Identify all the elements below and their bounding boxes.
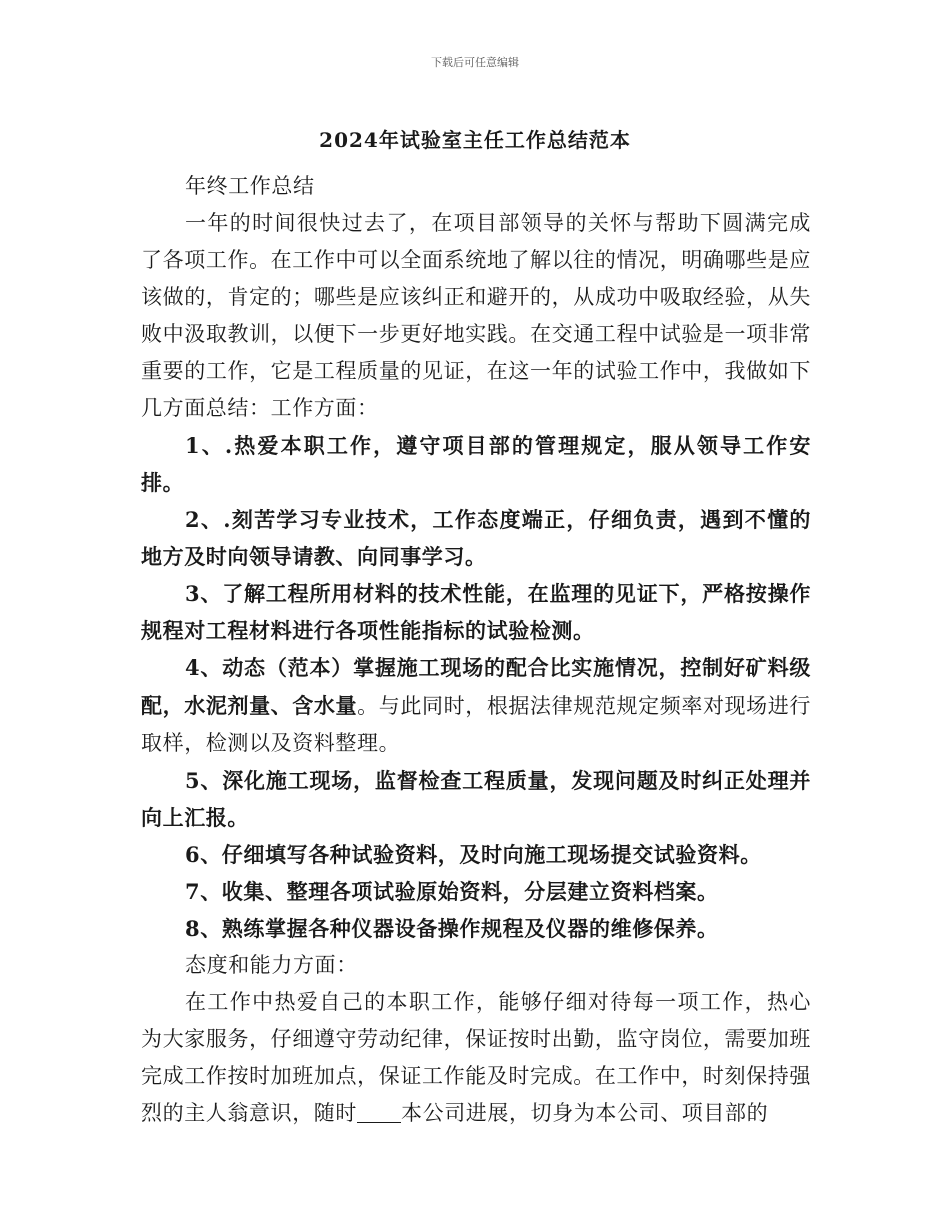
attitude-text-a: 在工作中热爱自己的本职工作，能够仔细对待每一项工作，热心为大家服务，仔细遵守劳动纪律，保证按时出勤，监守岗位，需要加班完成工作按时加班加点，保证工作能及时完成。在工作中，时刻保持强烈的主人翁意识，随时 <box>141 990 811 1125</box>
section-heading: 年终工作总结 <box>185 174 315 198</box>
attitude-text-b: 本公司进展，切身为本公司、项目部的 <box>401 1101 769 1125</box>
list-item-4 <box>141 649 811 762</box>
header-note: 下载后可任意编辑 <box>431 56 519 69</box>
list-item-6: 6、仔细填写各种试验资料，及时向施工现场提交试验资料。 <box>185 842 762 867</box>
attitude-heading: 态度和能力方面： <box>185 953 358 977</box>
list-item-4-bold: 4、动态（范本）掌握施工现场的配合比实施情况，控制好矿料级配，水泥剂量、含水量 <box>141 655 811 718</box>
list-item-3: 3、了解工程所用材料的技术性能，在监理的见证下，严格按操作规程对工程材料进行各项性能指标的试验检测。 <box>141 581 811 643</box>
list-item-2: 2、.刻苦学习专业技术，工作态度端正，仔细负责，遇到不懂的地方及时向领导请教、向同事学习。 <box>141 507 811 569</box>
list-item-8: 8、熟练掌握各种仪器设备操作规程及仪器的维修保养。 <box>185 916 719 941</box>
list-item-4-rest: 。与此同时，根据法律规范规定频率对现场进行取样，检测以及资料整理。 <box>141 694 811 755</box>
list-item-1: 1、.热爱本职工作，遵守项目部的管理规定，服从领导工作安排。 <box>141 433 811 495</box>
intro-paragraph: 一年的时间很快过去了，在项目部领导的关怀与帮助下圆满完成了各项工作。在工作中可以全面系统地了解以往的情况，明确哪些是应该做的，肯定的；哪些是应该纠正和避开的，从成功中吸取经验，从失败中汲取教训，以便下一步更好地实践。在交通工程中试验是一项非常重要的工作，它是工程质量的见证，在这一年的试验工作中，我做如下几方面总结：工作方面： <box>141 211 811 420</box>
attitude-paragraph <box>141 984 811 1132</box>
document-title: 2024年试验室主任工作总结范本 <box>319 128 631 152</box>
document-body <box>141 168 811 1132</box>
fill-blank <box>357 1101 401 1123</box>
list-item-7: 7、收集、整理各项试验原始资料，分层建立资料档案。 <box>185 879 719 904</box>
list-item-5: 5、深化施工现场，监督检查工程质量，发现问题及时纠正处理并向上汇报。 <box>141 768 811 830</box>
